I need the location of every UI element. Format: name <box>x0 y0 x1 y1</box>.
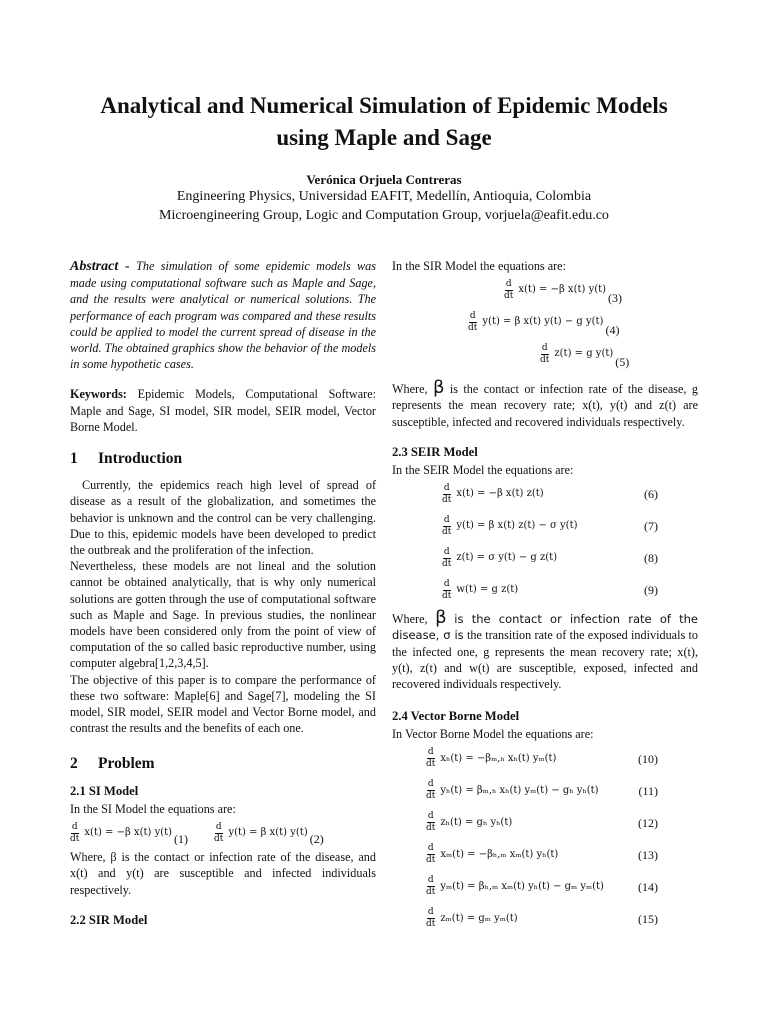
right-column <box>392 258 698 935</box>
derivative-operator: $\frac{d}{dt}$ <box>504 278 514 301</box>
equation-number: (6) <box>644 487 658 502</box>
heading-seir-model: 2.3 SEIR Model <box>392 444 478 459</box>
equation-6: $\frac{d}{dt}$ x(t) = −β x(t) z(t) (6) <box>392 478 698 510</box>
si-where: Where, β is the contact or infection rate of the disease, and x(t) and y(t) are susceptible and infected individuals respectively. <box>70 850 376 897</box>
derivative-operator: $\frac{d}{dt}$ <box>426 907 436 930</box>
equation-12: $\frac{d}{dt}$ zₕ(t) = gₕ yₕ(t) (12) <box>392 807 698 839</box>
sir-intro: In the SIR Model the equations are: <box>392 259 566 273</box>
derivative-operator: $\frac{d}{dt}$ <box>442 578 452 601</box>
equation-15: $\frac{d}{dt}$ zₘ(t) = gₘ yₘ(t) (15) <box>392 903 698 935</box>
equation-number: (9) <box>644 583 658 598</box>
affiliation-2: Microengineering Group, Logic and Computation Group, vorjuela@eafit.edu.co <box>159 208 609 223</box>
seir-where: Where, β is the contact or infection rate of the disease, σ is the transition rate of the exposed individuals to the infected one, g represents the mean recovery rate; x(t), y(t), z(t) and w(t) are susceptible, exposed, infected and recovered individuals respectively. <box>392 607 699 692</box>
section-problem: 2 Problem <box>70 755 155 773</box>
derivative-operator: $\frac{d}{dt}$ <box>214 821 224 844</box>
equation-11: $\frac{d}{dt}$ yₕ(t) = βₘ,ₕ xₕ(t) yₘ(t) − gₕ yₕ(t) (11) <box>392 775 698 807</box>
derivative-operator: $\frac{d}{dt}$ <box>426 843 436 866</box>
equation-number: (1) <box>174 831 189 846</box>
equation-4: $\frac{d}{dt}$ y(t) = β x(t) y(t) − g y(t) (4) <box>468 310 620 338</box>
vector-intro: In Vector Borne Model the equations are: <box>392 727 594 742</box>
equation-number: (5) <box>615 355 630 370</box>
intro-paragraph-1: Currently, the epidemics reach high level of spread of disease as a result of the globalization, and sometimes the behavior is unknown and the control can be very challenging. Due to this, epidemic models have been developed to predict the outbreak and the proliferation of the infection. <box>70 478 376 558</box>
equation-9: $\frac{d}{dt}$ w(t) = g z(t) (9) <box>392 574 698 606</box>
heading-vector-borne-model: 2.4 Vector Borne Model <box>392 709 520 724</box>
derivative-operator: $\frac{d}{dt}$ <box>426 875 436 898</box>
keywords <box>70 386 376 435</box>
equation-8: $\frac{d}{dt}$ z(t) = σ y(t) − g z(t) (8) <box>392 542 698 574</box>
derivative-operator: $\frac{d}{dt}$ <box>540 342 550 365</box>
equation-number: (3) <box>608 291 623 306</box>
si-intro: In the SI Model the equations are: <box>70 801 236 816</box>
equation-number: (12) <box>638 815 658 830</box>
equation-5: $\frac{d}{dt}$ z(t) = g y(t) (5) <box>540 342 630 370</box>
derivative-operator: $\frac{d}{dt}$ <box>442 482 452 505</box>
derivative-operator: $\frac{d}{dt}$ <box>442 514 452 537</box>
paper-title: Analytical and Numerical Simulation of Epidemic Models using Maple and Sage <box>100 93 668 150</box>
author-name: Verónica Orjuela Contreras <box>306 172 462 187</box>
equation-2: $\frac{d}{dt}$ y(t) = β x(t) y(t) (2) <box>214 821 324 846</box>
abstract-text: The simulation of some epidemic models was made using computational software such as Maple and Sage, and the results were analytical or numerical solutions. The performance of each program was compared and these results could be applied to model the current spread of disease in the world. The obtained graphics show the behavior of the models in some hypothetic cases. <box>70 259 377 372</box>
derivative-operator: $\frac{d}{dt}$ <box>426 747 436 770</box>
equation-number: (14) <box>638 879 658 894</box>
derivative-operator: $\frac{d}{dt}$ <box>468 310 478 333</box>
equation-3: $\frac{d}{dt}$ x(t) = −β x(t) y(t) (3) <box>504 278 623 306</box>
equation-number: (10) <box>638 751 658 766</box>
equation-number: (7) <box>644 519 658 534</box>
intro-paragraph-3: The objective of this paper is to compare the performance of these two software: Maple[6] and Sage[7], modeling the SI model, SIR model, SEIR model and Vector Borne model, and contrast the results and the benefits of each one. <box>70 672 376 736</box>
affiliation-1: Engineering Physics, Universidad EAFIT, Medellín, Antioquia, Colombia <box>176 189 592 204</box>
equation-number: (8) <box>644 551 658 566</box>
heading-si-model: 2.1 SI Model <box>70 783 139 798</box>
si-equations <box>70 817 376 849</box>
abstract <box>70 258 376 372</box>
equation-7: $\frac{d}{dt}$ y(t) = β x(t) z(t) − σ y(t) (7) <box>392 510 698 542</box>
derivative-operator: $\frac{d}{dt}$ <box>426 779 436 802</box>
intro-paragraph-2: Nevertheless, these models are not lineal and the solution cannot be obtained analytically, that is why only numerical solutions are gotten through the use of computational software such as Maple and Sage. In previous studies, the nonlinear models have been considered only from the point of view of computation of the so called basic reproductive number, using computer algebra[1,2,3,4,5]. <box>70 559 376 671</box>
equation-1: $\frac{d}{dt}$ x(t) = −β x(t) y(t) (1) <box>70 821 189 846</box>
left-column <box>70 258 376 930</box>
equation-number: (2) <box>309 831 324 846</box>
seir-intro: In the SEIR Model the equations are: <box>392 463 574 478</box>
heading-sir-model: 2.2 SIR Model <box>70 912 148 927</box>
equation-14: $\frac{d}{dt}$ yₘ(t) = βₕ,ₘ xₘ(t) yₕ(t) − gₘ yₘ(t) (14) <box>392 871 698 903</box>
equation-number: (15) <box>638 911 658 926</box>
sir-where: Where, β is the contact or infection rate of the disease, g represents the mean recovery rate; x(t), y(t) and z(t) are susceptible, infected and recovered individuals respectively. <box>392 377 698 429</box>
equation-13: $\frac{d}{dt}$ xₘ(t) = −βₕ,ₘ xₘ(t) yₕ(t) (13) <box>392 839 698 871</box>
equation-number: (11) <box>638 783 658 798</box>
section-introduction: 1 Introduction <box>70 450 183 468</box>
keywords-text: Epidemic Models, Computational Software: Maple and Sage, SI model, SIR model, SEIR model, Vector Borne Model. <box>70 387 376 434</box>
equation-number: (13) <box>638 847 658 862</box>
derivative-operator: $\frac{d}{dt}$ <box>442 546 452 569</box>
equation-10: $\frac{d}{dt}$ xₕ(t) = −βₘ,ₕ xₕ(t) yₘ(t) (10) <box>392 743 698 775</box>
derivative-operator: $\frac{d}{dt}$ <box>426 811 436 834</box>
equation-number: (4) <box>605 323 620 338</box>
abstract-label: Abstract - <box>70 259 130 274</box>
derivative-operator: $\frac{d}{dt}$ <box>70 821 80 844</box>
keywords-label: Keywords: <box>70 387 127 402</box>
